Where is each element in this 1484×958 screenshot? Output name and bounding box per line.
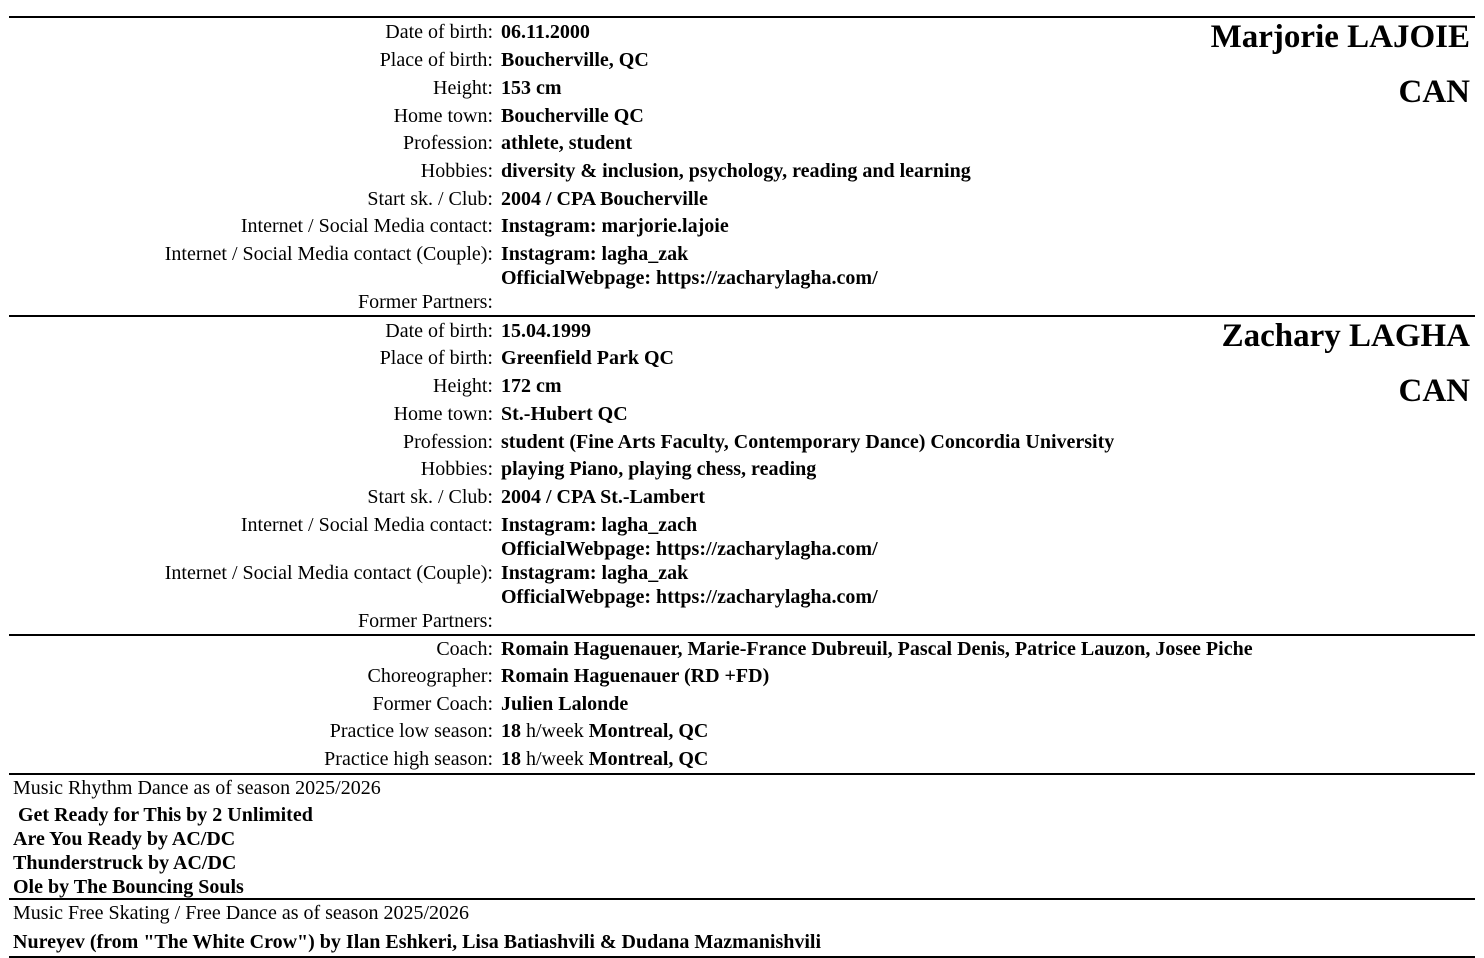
field-label: Height: — [433, 375, 493, 397]
free-dance-music-section — [9, 898, 1475, 958]
field-value — [501, 242, 878, 290]
field-value — [501, 214, 729, 238]
field-label: Internet / Social Media contact: — [240, 514, 493, 536]
field-value: St.-Hubert QC — [501, 403, 628, 425]
practice-hours: 18 — [501, 748, 521, 770]
field-label: Hobbies: — [420, 160, 493, 182]
field-value: athlete, student — [501, 132, 633, 154]
field-label: Internet / Social Media contact (Couple): — [164, 562, 493, 584]
skater-nation: CAN — [1398, 74, 1470, 110]
field-label: Former Partners: — [358, 610, 493, 632]
field-value: 06.11.2000 — [501, 21, 590, 43]
field-value: Boucherville, QC — [501, 49, 649, 71]
field-label: Height: — [433, 77, 493, 99]
field-label: Internet / Social Media contact: — [240, 215, 493, 237]
social-line: Instagram: lagha_zach — [501, 514, 698, 536]
field-label: Hobbies: — [420, 458, 493, 480]
skater-name-block — [1211, 18, 1470, 111]
field-label: Former Coach: — [372, 693, 493, 715]
field-value: 153 cm — [501, 77, 562, 99]
field-label: Profession: — [403, 132, 493, 154]
field-value: Julien Lalonde — [501, 693, 629, 715]
field-value: Romain Haguenauer, Marie-France Dubreuil, Pascal Denis, Patrice Lauzon, Josee Piche — [501, 638, 1253, 660]
rhythm-dance-list — [13, 803, 313, 899]
practice-unit: h/week — [526, 748, 584, 770]
field-value: diversity & inclusion, psychology, reading and learning — [501, 160, 971, 182]
field-label: Place of birth: — [379, 347, 493, 369]
music-item: Get Ready for This by 2 Unlimited — [13, 804, 313, 826]
field-value: student (Fine Arts Faculty, Contemporary Dance) Concordia University — [501, 431, 1115, 453]
coaching-section — [9, 634, 1475, 775]
field-label: Date of birth: — [385, 320, 493, 342]
music-item: Nureyev (from "The White Crow") by Ilan Eshkeri, Lisa Batiashvili & Dudana Mazmanishvili — [13, 931, 822, 953]
field-label: Choreographer: — [367, 665, 493, 687]
music-item: Ole by The Bouncing Souls — [13, 876, 244, 898]
free-dance-heading: Music Free Skating / Free Dance as of season 2025/2026 — [13, 902, 470, 924]
practice-hours: 18 — [501, 720, 521, 742]
skater-section-lagha — [9, 315, 1475, 635]
field-value: playing Piano, playing chess, reading — [501, 458, 817, 480]
rhythm-dance-music-section — [9, 773, 1475, 899]
skater-name: Marjorie LAJOIE — [1210, 19, 1470, 55]
field-label: Start sk. / Club: — [367, 486, 493, 508]
field-value: 15.04.1999 — [501, 320, 591, 342]
social-line: Instagram: marjorie.lajoie — [501, 215, 729, 237]
practice-place: Montreal, QC — [588, 720, 709, 742]
field-label: Home town: — [393, 403, 493, 425]
field-value — [501, 561, 878, 609]
field-label: Start sk. / Club: — [367, 188, 493, 210]
skater-name-block — [1222, 317, 1470, 410]
social-line: OfficialWebpage: https://zacharylagha.com/ — [501, 538, 878, 560]
rhythm-dance-heading: Music Rhythm Dance as of season 2025/2026 — [13, 777, 381, 799]
social-line: Instagram: lagha_zak — [501, 562, 689, 584]
skater-name: Zachary LAGHA — [1221, 318, 1470, 354]
field-value: Boucherville QC — [501, 105, 644, 127]
field-value — [501, 719, 708, 743]
practice-place: Montreal, QC — [588, 748, 709, 770]
free-dance-list — [13, 930, 821, 954]
field-label: Profession: — [403, 431, 493, 453]
field-label: Practice high season: — [324, 748, 493, 770]
field-value — [501, 747, 708, 771]
field-label: Internet / Social Media contact (Couple): — [164, 243, 493, 265]
field-label: Home town: — [393, 105, 493, 127]
skater-section-lajoie — [9, 16, 1475, 316]
field-label: Place of birth: — [379, 49, 493, 71]
field-value: 2004 / CPA Boucherville — [501, 188, 708, 210]
field-label: Former Partners: — [358, 291, 493, 313]
social-line: OfficialWebpage: https://zacharylagha.com/ — [501, 267, 878, 289]
music-item: Are You Ready by AC/DC — [13, 828, 236, 850]
field-value: 172 cm — [501, 375, 562, 397]
music-item: Thunderstruck by AC/DC — [13, 852, 237, 874]
field-value: Romain Haguenauer (RD +FD) — [501, 665, 770, 687]
field-label: Practice low season: — [329, 720, 493, 742]
field-label: Date of birth: — [385, 21, 493, 43]
social-line: OfficialWebpage: https://zacharylagha.com/ — [501, 586, 878, 608]
field-value — [501, 513, 878, 561]
social-line: Instagram: lagha_zak — [501, 243, 689, 265]
skater-nation: CAN — [1398, 373, 1470, 409]
field-value: Greenfield Park QC — [501, 347, 674, 369]
practice-unit: h/week — [526, 720, 584, 742]
field-value: 2004 / CPA St.-Lambert — [501, 486, 706, 508]
field-label: Coach: — [436, 638, 493, 660]
